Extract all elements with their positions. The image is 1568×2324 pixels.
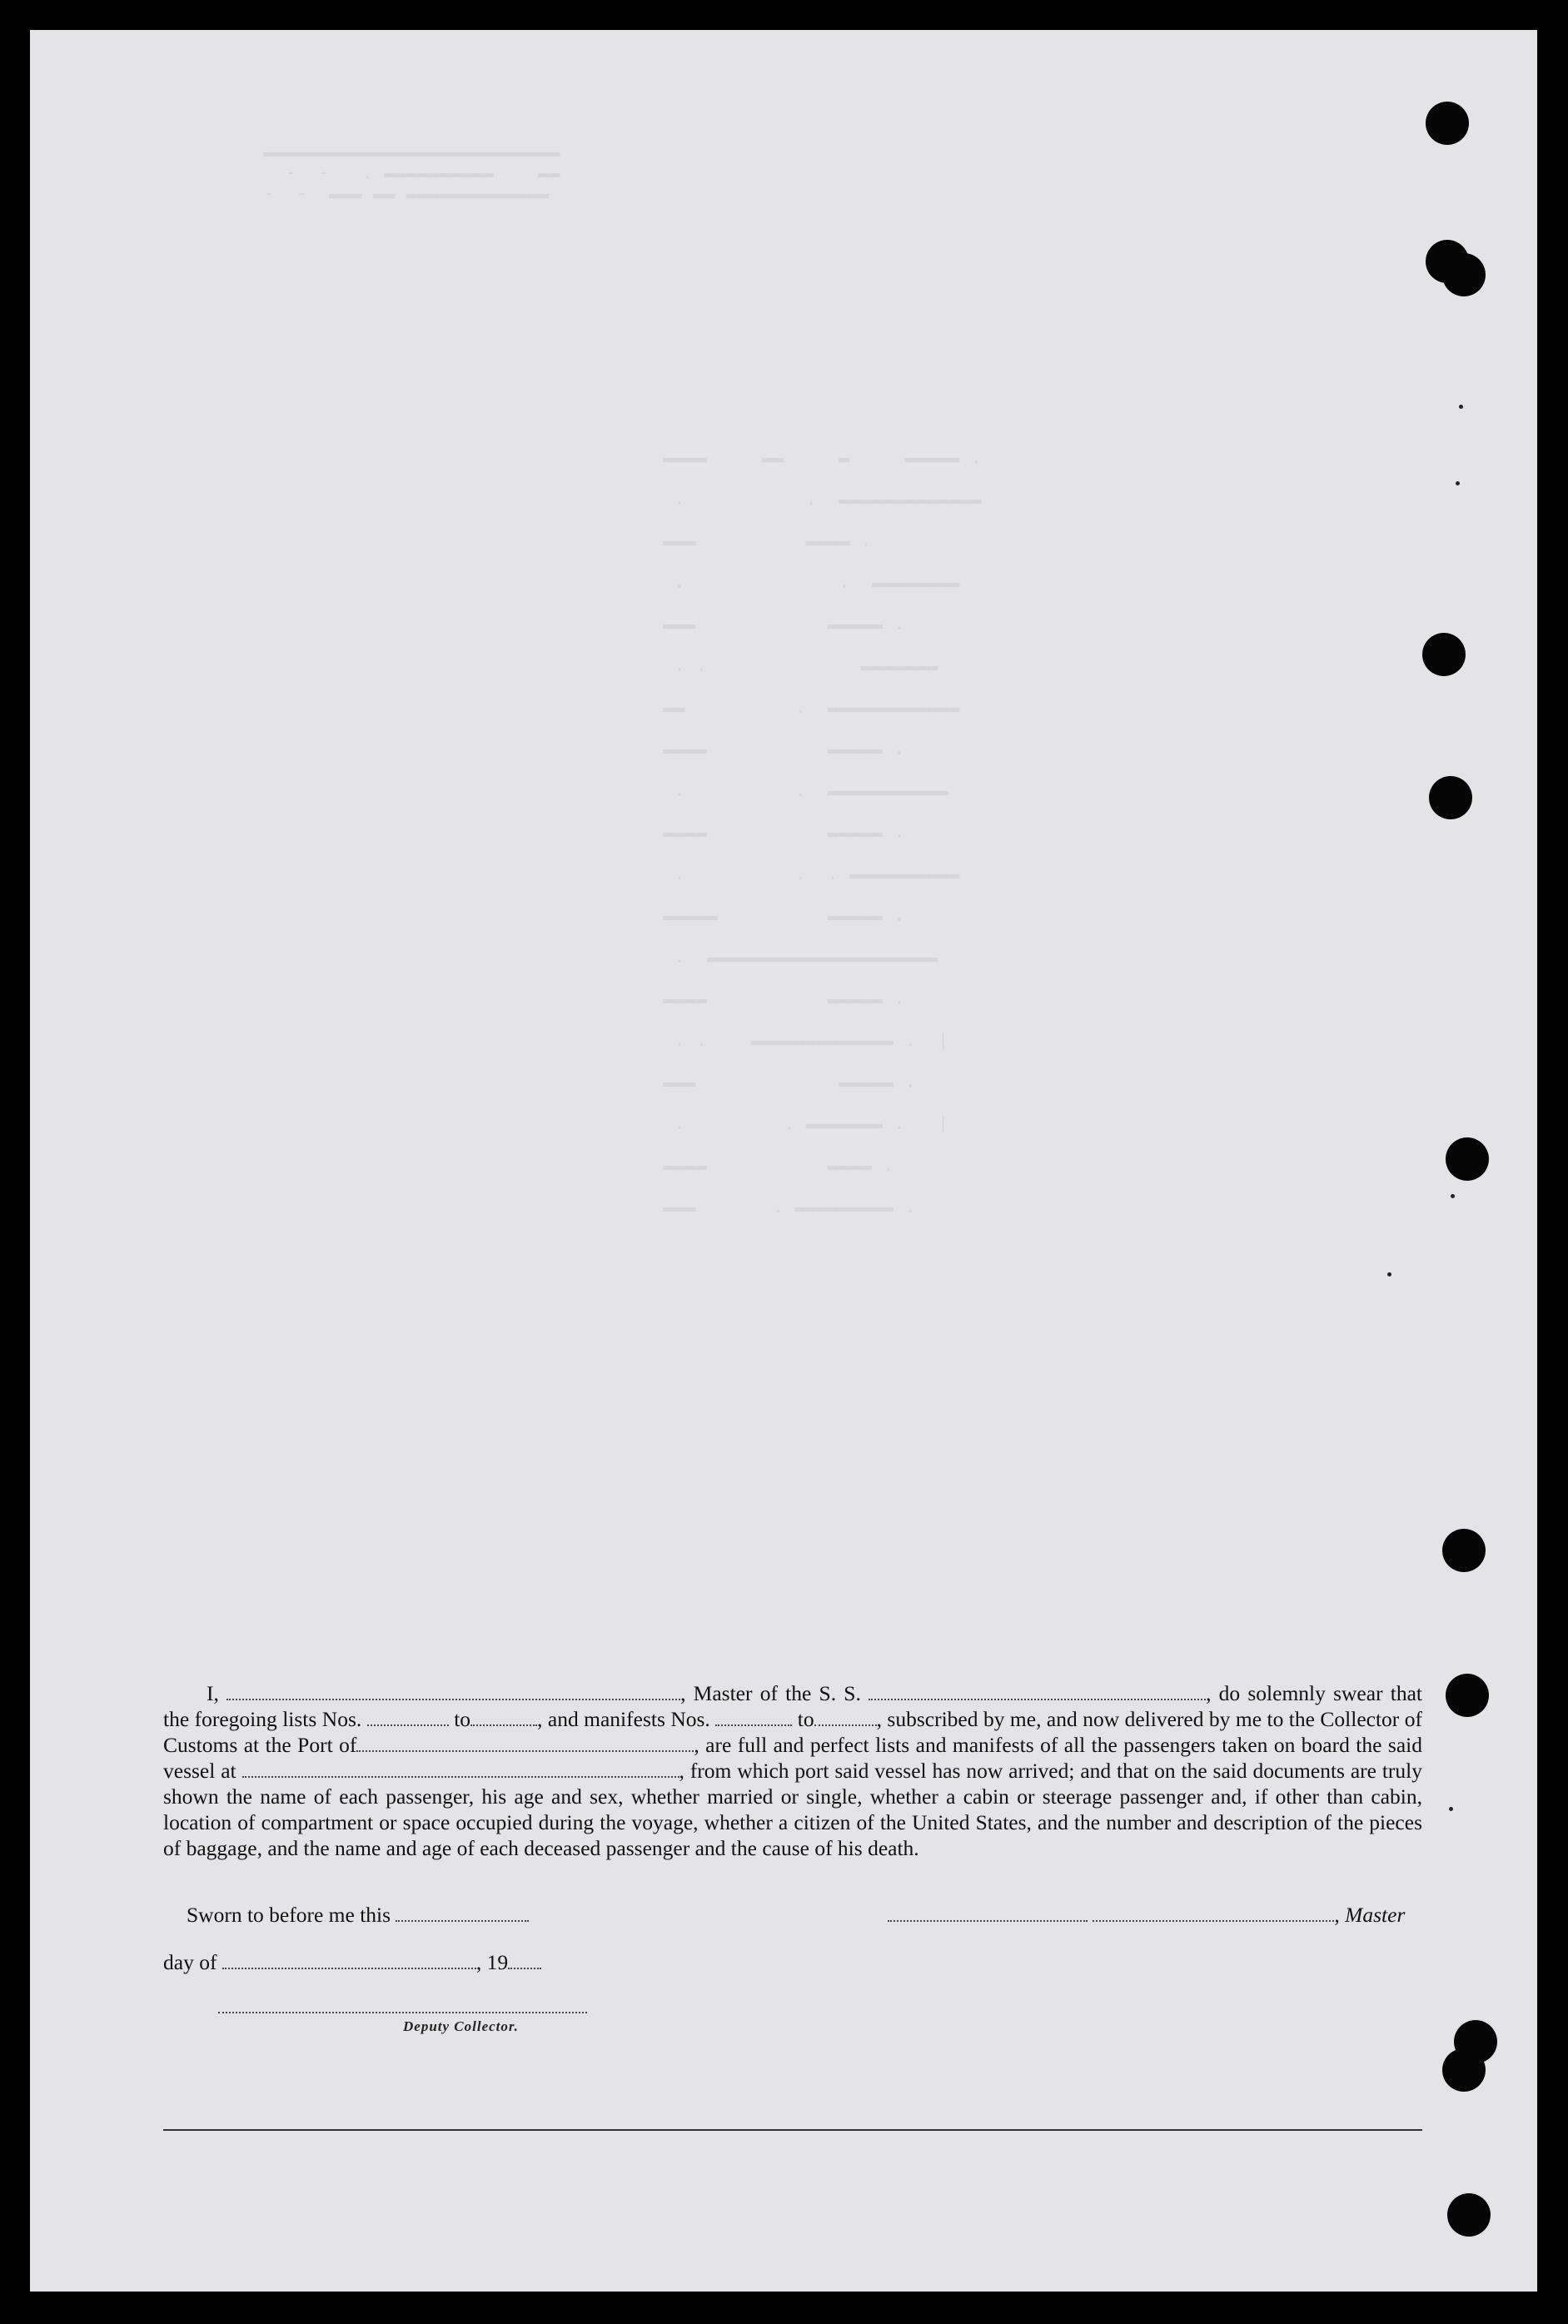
year-prefix: , 19 xyxy=(475,1950,509,1974)
vessel-name-blank xyxy=(869,1684,1206,1700)
sworn-label: Sworn to before me this xyxy=(187,1903,391,1927)
deputy-collector-label: Deputy Collector. xyxy=(403,2018,519,2034)
oath-text: to xyxy=(454,1707,471,1731)
punch-hole xyxy=(1426,102,1469,145)
punch-hole xyxy=(1442,2048,1486,2092)
oath-text: , subscribed by me, and now delivered by me to the Collector of Customs at the Port of xyxy=(163,1707,1423,1757)
speck xyxy=(1456,481,1460,485)
day-of-blank xyxy=(222,1953,476,1969)
oath-text: , are full and perfect lists and manifests of all the passengers taken on board the said vessel at xyxy=(163,1733,1422,1783)
oath-text: , do solemnly swear that the foregoing lists Nos. xyxy=(163,1681,1423,1731)
bottom-rule xyxy=(163,2129,1422,2131)
punch-hole xyxy=(1422,633,1466,676)
speck xyxy=(1449,1807,1453,1811)
master-signature-line xyxy=(888,1903,1405,1928)
punch-hole xyxy=(1446,1137,1489,1181)
deputy-collector-signature-line xyxy=(218,2012,587,2013)
sworn-line xyxy=(187,1903,529,1928)
oath-text: , Master of the S. S. xyxy=(680,1681,861,1705)
punch-hole xyxy=(1442,253,1486,296)
oath-text: , and manifests Nos. xyxy=(537,1707,710,1731)
master-name-blank xyxy=(226,1684,680,1700)
speck xyxy=(1459,405,1463,409)
speck xyxy=(1451,1194,1455,1198)
manifest-to-blank xyxy=(814,1709,877,1726)
punch-hole xyxy=(1447,2193,1491,2237)
port-blank xyxy=(356,1735,694,1752)
master-signature-blank-2 xyxy=(1093,1905,1334,1922)
list-to-blank xyxy=(470,1709,537,1726)
punch-hole xyxy=(1446,1674,1489,1717)
punch-hole xyxy=(1442,1529,1486,1572)
oath-paragraph xyxy=(163,1680,1422,1861)
day-of-label: day of xyxy=(163,1950,217,1974)
oath-text: I, xyxy=(207,1681,219,1705)
bleed-through-block: ▬▬▬▬▬▬▬▬▬▬▬▬▬▬▬▬▬▬▬▬▬▬▬▬▬▬▬ - - . ▬▬▬▬▬▬▬▬▬▬ ▬▬ - - ▬▬▬ ▬▬ ▬▬▬▬▬▬▬▬▬▬▬▬▬ xyxy=(263,142,560,205)
master-suffix: , Master xyxy=(1334,1903,1406,1927)
manifest-from-blank xyxy=(715,1709,792,1726)
sworn-date-blank xyxy=(396,1905,529,1922)
bleed-through-block: ▬▬▬▬ ▬▬ ▬ ▬▬▬▬▬ . . . ▬▬▬▬▬▬▬▬▬▬▬▬▬ ▬▬▬ ▬▬▬▬ . . . ▬▬▬▬▬▬▬▬ ▬▬▬ ▬▬▬▬▬ . . . ▬▬▬▬▬▬▬ ▬▬ . ▬▬▬▬▬▬▬▬▬▬▬▬ ▬▬▬▬ ▬▬▬▬▬ . . . ▬▬▬▬▬▬▬▬▬▬▬ ▬▬▬▬ ▬▬▬▬▬ . . . . ▬▬▬▬▬▬▬▬▬▬ ▬▬▬▬▬ ▬▬▬▬▬ . . ▬▬▬▬▬▬▬▬▬▬▬▬▬▬▬▬▬▬▬▬▬ ▬▬▬▬ ▬▬▬▬▬ . . . ▬▬▬▬▬▬▬▬▬▬▬▬▬ . | ▬▬▬ ▬▬▬▬▬ . . . ▬▬▬▬▬▬▬ . | ▬▬▬▬ ▬▬▬▬ . ▬▬▬ . ▬▬▬▬▬▬▬▬▬ . xyxy=(663,448,982,1218)
manifest-page xyxy=(30,30,1537,2292)
oath-text: , from which port said vessel has now arrived; and that on the said documents are truly shown the name of each passenger, his age and sex, whether married or single, whether a cabin or steerage passenger and, if other than cabin, location of compartment or space occupied during the voyage, whether a citizen of the United States, and the number and description of the pieces of baggage, and the name and age of each deceased passenger and the cause of his death. xyxy=(163,1759,1423,1860)
oath-text: to xyxy=(797,1707,814,1731)
day-of-line xyxy=(163,1950,541,1975)
speck xyxy=(1387,1272,1391,1276)
year-blank xyxy=(508,1953,541,1969)
list-from-blank xyxy=(367,1709,449,1726)
punch-hole xyxy=(1429,776,1472,819)
master-signature-blank-1 xyxy=(888,1905,1088,1922)
departure-port-blank xyxy=(242,1761,679,1778)
